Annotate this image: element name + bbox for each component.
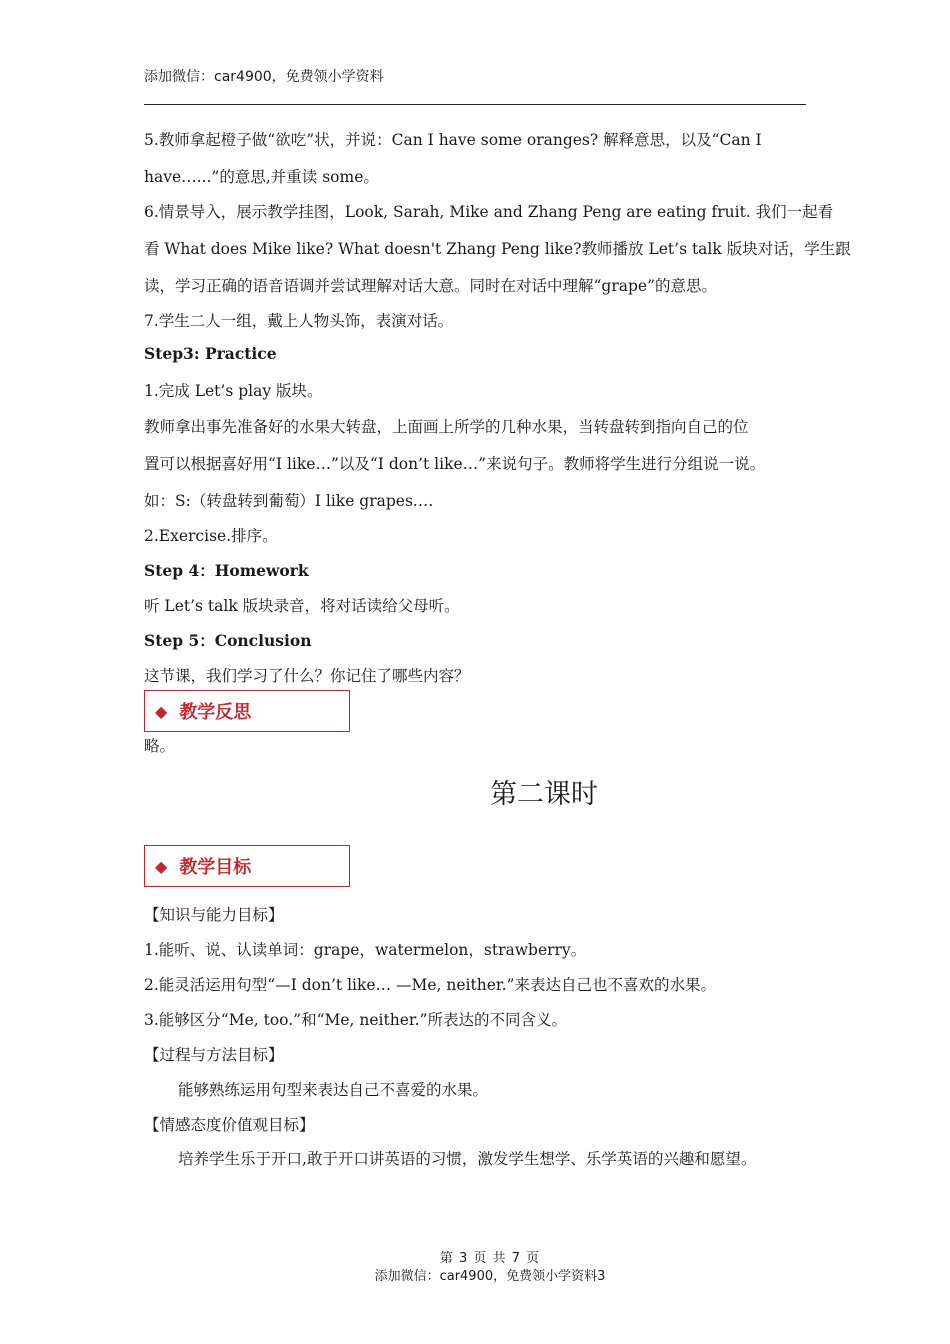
section-title: 教学目标 xyxy=(179,857,252,878)
body-line: 1.完成 Let’s play 版块。 xyxy=(144,382,323,400)
diamond-bullet-icon: ◆ xyxy=(155,701,168,721)
body-line: have…...”的意思,并重读 some。 xyxy=(144,168,379,186)
step-heading: Step 4：Homework xyxy=(144,561,309,580)
body-line: 5.教师拿起橙子做“欲吃”状，并说：Can I have some oranges? 解释意思，以及“Can I xyxy=(144,131,762,149)
body-line: 读，学习正确的语音语调并尝试理解对话大意。同时在对话中理解“grape”的意思。 xyxy=(144,277,718,295)
body-line: 教师拿出事先准备好的水果大转盘，上面画上所学的几种水果，当转盘转到指向自己的位 xyxy=(144,418,749,436)
goal-subheading: 【知识与能力目标】 xyxy=(144,906,284,924)
section-box-goals xyxy=(144,845,350,887)
page-number: 第 3 页 共 7 页 xyxy=(439,1251,541,1266)
section-box-reflection xyxy=(144,690,350,732)
body-line: 2.Exercise.排序。 xyxy=(144,527,278,545)
body-line: 能够熟练运用句型来表达自己不喜爱的水果。 xyxy=(178,1081,489,1099)
goal-subheading: 【过程与方法目标】 xyxy=(144,1046,284,1064)
diamond-bullet-icon: ◆ xyxy=(155,856,168,876)
body-line: 置可以根据喜好用“I like…”以及“I don’t like…”来说句子。教师将学生进行分组说一说。 xyxy=(144,455,766,473)
body-line: 1.能听、说、认读单词：grape，watermelon，strawberry。 xyxy=(144,941,587,959)
body-line: 7.学生二人一组，戴上人物头饰，表演对话。 xyxy=(144,312,454,330)
body-line: 听 Let’s talk 版块录音，将对话读给父母听。 xyxy=(144,597,460,615)
page-header: 添加微信：car4900，免费领小学资料 xyxy=(144,69,384,85)
goal-subheading: 【情感态度价值观目标】 xyxy=(144,1116,315,1134)
body-line: 看 What does Mike like? What doesn't Zhang Peng like?教师播放 Let’s talk 版块对话，学生跟 xyxy=(144,240,851,258)
body-line: 这节课，我们学习了什么？你记住了哪些内容？ xyxy=(144,667,470,685)
section-title: 教学反思 xyxy=(179,702,252,723)
page-footer: 添加微信：car4900，免费领小学资料3 xyxy=(374,1269,606,1284)
body-line: 6.情景导入，展示教学挂图，Look, Sarah, Mike and Zhang Peng are eating fruit. 我们一起看 xyxy=(144,203,834,221)
reflection-text: 略。 xyxy=(144,737,176,755)
body-line: 培养学生乐于开口,敢于开口讲英语的习惯，激发学生想学、乐学英语的兴趣和愿望。 xyxy=(178,1150,757,1168)
step-heading: Step 5：Conclusion xyxy=(144,631,312,650)
lesson-title: 第二课时 xyxy=(490,779,598,810)
body-line: 如：S:（转盘转到葡萄）I like grapes.… xyxy=(144,492,434,510)
body-line: 2.能灵活运用句型“—I don’t like… —Me, neither.”来表达自己也不喜欢的水果。 xyxy=(144,976,716,994)
step-heading: Step3: Practice xyxy=(144,344,277,363)
body-line: 3.能够区分“Me, too.”和“Me, neither.”所表达的不同含义。 xyxy=(144,1011,567,1029)
header-divider xyxy=(144,104,806,105)
